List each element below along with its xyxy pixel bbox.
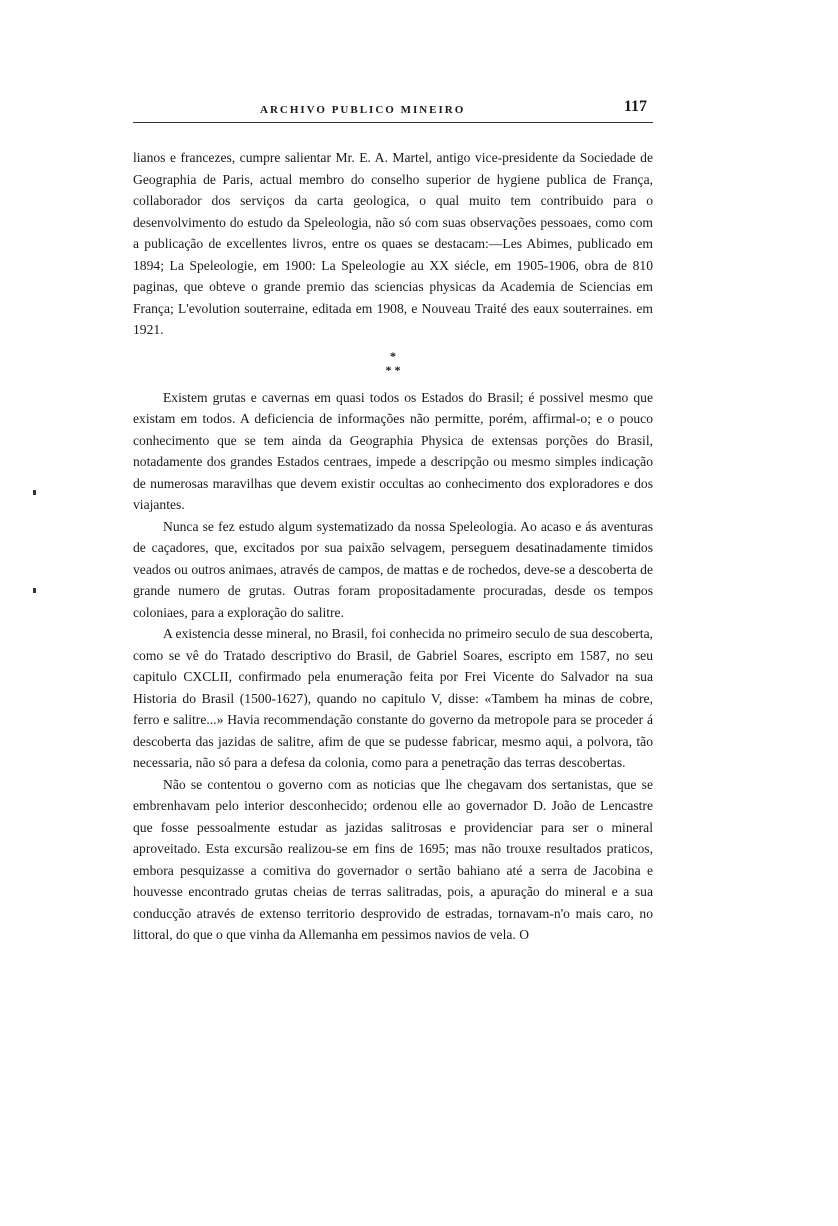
page-header xyxy=(133,96,653,123)
paragraph-2: Existem grutas e cavernas em quasi todos os Estados do Brasil; é possivel mesmo que existam em todos. A deficiencia de informações não permitte, porém, affirmal-o; e o pouco conhecimento que se tem ainda da Geographia Physica de extensas porções do Brasil, notadamente dos grandes Estados centraes, impede a descripção ou mesmo simples indicação de numerosas maravilhas que devem existir occultas ao conhecimento dos exploradores e dos viajantes. xyxy=(133,389,653,512)
margin-mark xyxy=(33,588,36,593)
paragraph-1: lianos e francezes, cumpre salientar Mr. E. A. Martel, antigo vice-presidente da Sociedade de Geographia de Paris, actual membro do conselho superior de hygiene publica de França, collaborador dos serviços da carta geologica, o qual muito tem contribuido para o desenvolvimento do estudo da Speleologia, não só com suas observações pessoaes, como com a publicação de excellentes livros, entre os quaes se destacam:—Les Abimes, publicado em 1894; La Speleologie, em 1900: La Speleologie au XX siécle, em 1905-1906, obra de 810 paginas, que obteve o grande premio das sciencias physicas da Academia de Sciencias em França; L'evolution souterraine, editada em 1908, e Nouveau Traité des eaux souterraines. em 1921. xyxy=(133,150,653,337)
asterism-bottom: * * xyxy=(385,362,401,377)
paragraph-3: Nunca se fez estudo algum systematizado da nossa Speleologia. Ao acaso e ás aventuras de caçadores, que, excitados por sua paixão selvagem, perseguem desatinadamente timidos veados ou outros animaes, através de campos, de mattas e de rochedos, deve-se a descoberta de grande numero de grutas. Outras foram propositadamente procuradas, desde os tempos coloniaes, para a exploração do salitre. xyxy=(133,518,653,620)
paragraph-4: A existencia desse mineral, no Brasil, foi conhecida no primeiro seculo de sua descoberta, como se vê do Tratado descriptivo do Brasil, de Gabriel Soares, escripto em 1587, no seu capitulo CXCLII, confirmado pela enumeração feita por Frei Vicente do Salvador na sua Historia do Brasil (1500-1627), quando no capitulo V, disse: «Tambem ha minas de cobre, ferro e salitre...» Havia recommendação constante do governo da metropole para se proceder á descoberta das jazidas de salitre, afim de que se pudesse fabricar, mesmo aqui, a polvora, tão necessaria, não só para a defesa da colonia, como para a penetração das terras descobertas. xyxy=(133,626,653,770)
margin-mark xyxy=(33,490,36,495)
running-title: ARCHIVO PUBLICO MINEIRO xyxy=(260,104,466,116)
page-number: 117 xyxy=(623,98,647,115)
asterism-top: * xyxy=(390,348,396,363)
asterism xyxy=(133,349,653,377)
paragraph-5: Não se contentou o governo com as noticias que lhe chegavam dos sertanistas, que se embrenhavam pelo interior desconhecido; ordenou elle ao governador D. João de Lencastre que fosse pessoalmente estudar as jazidas salitrosas e providenciar para ser o mineral aproveitado. Esta excursão realizou-se em fins de 1695; mas não trouxe resultados praticos, embora pesquizasse a comitiva do governador o sertão bahiano até a serra de Jacobina e houvesse encontrado grutas cheias de terras salitradas, pois, a apuração do mineral e a sua conducção através de extenso territorio desprovido de estradas, tornavam-n'o mais caro, no littoral, do que o que vinha da Allemanha em pessimos navios de vela. O xyxy=(133,776,653,942)
document-page xyxy=(133,96,653,946)
page-body xyxy=(133,147,653,946)
